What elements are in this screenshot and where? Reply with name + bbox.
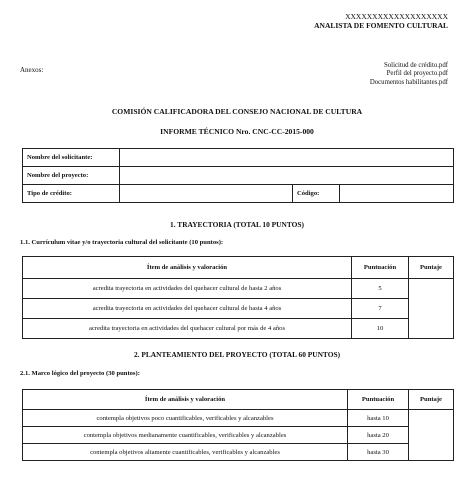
table-header-row — [23, 390, 454, 410]
credit-type-label: Tipo de crédito: — [23, 185, 120, 203]
credit-type-value[interactable] — [120, 185, 293, 203]
section1-subtitle: 1.1. Currículum vitae y/o trayectoria cultural del solicitante (10 puntos): — [20, 239, 224, 246]
column-header: Puntuación — [352, 257, 409, 279]
section2-subtitle: 2.1. Marco lógico del proyecto (30 puntos): — [20, 370, 140, 377]
table-row — [23, 299, 454, 319]
report-title: INFORME TÉCNICO Nro. CNC-CC-2015-000 — [160, 127, 314, 136]
table-row — [23, 410, 454, 427]
table-row — [23, 279, 454, 299]
code-value[interactable] — [340, 185, 454, 203]
info-table — [22, 148, 454, 203]
item-cell: contempla objetivos medianamente cuantificables, verificables y alcanzables — [23, 427, 348, 444]
anexo-item: Perfil del proyecto.pdf — [386, 70, 448, 78]
anexo-item: Solicitud de crédito.pdf — [384, 62, 448, 69]
anexos-list — [370, 62, 448, 87]
score-cell: 7 — [352, 299, 409, 319]
project-label: Nombre del proyecto: — [23, 167, 120, 185]
analyst-role: ANALISTA DE FOMENTO CULTURAL — [314, 21, 448, 30]
table-row — [23, 167, 454, 185]
table-row — [23, 185, 454, 203]
section1-title: 1. TRAYECTORIA (TOTAL 10 PUNTOS) — [170, 220, 304, 229]
project-value[interactable] — [120, 167, 454, 185]
analyst-name: XXXXXXXXXXXXXXXXXXX — [345, 12, 448, 21]
column-header: Puntaje — [409, 257, 454, 279]
puntaje-cell[interactable] — [409, 279, 454, 339]
section2-title: 2. PLANTEAMIENTO DEL PROYECTO (TOTAL 60 PUNTOS) — [133, 350, 341, 359]
table-row — [23, 319, 454, 339]
item-cell: acredita trayectoria en actividades del quehacer cultural de hasta 4 años — [23, 299, 352, 319]
item-cell: contempla objetivos altamente cuantificables, verificables y alcanzables — [23, 444, 348, 461]
column-header: Puntuación — [348, 390, 409, 410]
score-cell: hasta 20 — [348, 427, 409, 444]
score-cell: hasta 30 — [348, 444, 409, 461]
table-row — [23, 427, 454, 444]
column-header: Ítem de análisis y valoración — [23, 390, 348, 410]
puntaje-cell[interactable] — [409, 410, 454, 461]
item-cell: acredita trayectoria en actividades del quehacer cultural de hasta 2 años — [23, 279, 352, 299]
item-cell: contempla objetivos poco cuantificables, verificables y alcanzables — [23, 410, 348, 427]
score-cell: 10 — [352, 319, 409, 339]
section2-table — [22, 389, 454, 461]
section1-table — [22, 256, 454, 339]
table-row — [23, 149, 454, 167]
applicant-label: Nombre del solicitante: — [23, 149, 120, 167]
table-header-row — [23, 257, 454, 279]
anexo-item: Documentos habilitantes.pdf — [369, 78, 448, 86]
score-cell: hasta 10 — [348, 410, 409, 427]
code-label: Código: — [293, 185, 340, 203]
column-header: Ítem de análisis y valoración — [23, 257, 352, 279]
table-row — [23, 444, 454, 461]
document-header — [314, 12, 448, 30]
score-cell: 5 — [352, 279, 409, 299]
applicant-value[interactable] — [120, 149, 454, 167]
item-cell: acredita trayectoria en actividades del quehacer cultural por más de 4 años — [23, 319, 352, 339]
column-header: Puntaje — [409, 390, 454, 410]
commission-title: COMISIÓN CALIFICADORA DEL CONSEJO NACIONAL DE CULTURA — [111, 107, 363, 116]
anexos-label: Anexos: — [20, 66, 44, 74]
